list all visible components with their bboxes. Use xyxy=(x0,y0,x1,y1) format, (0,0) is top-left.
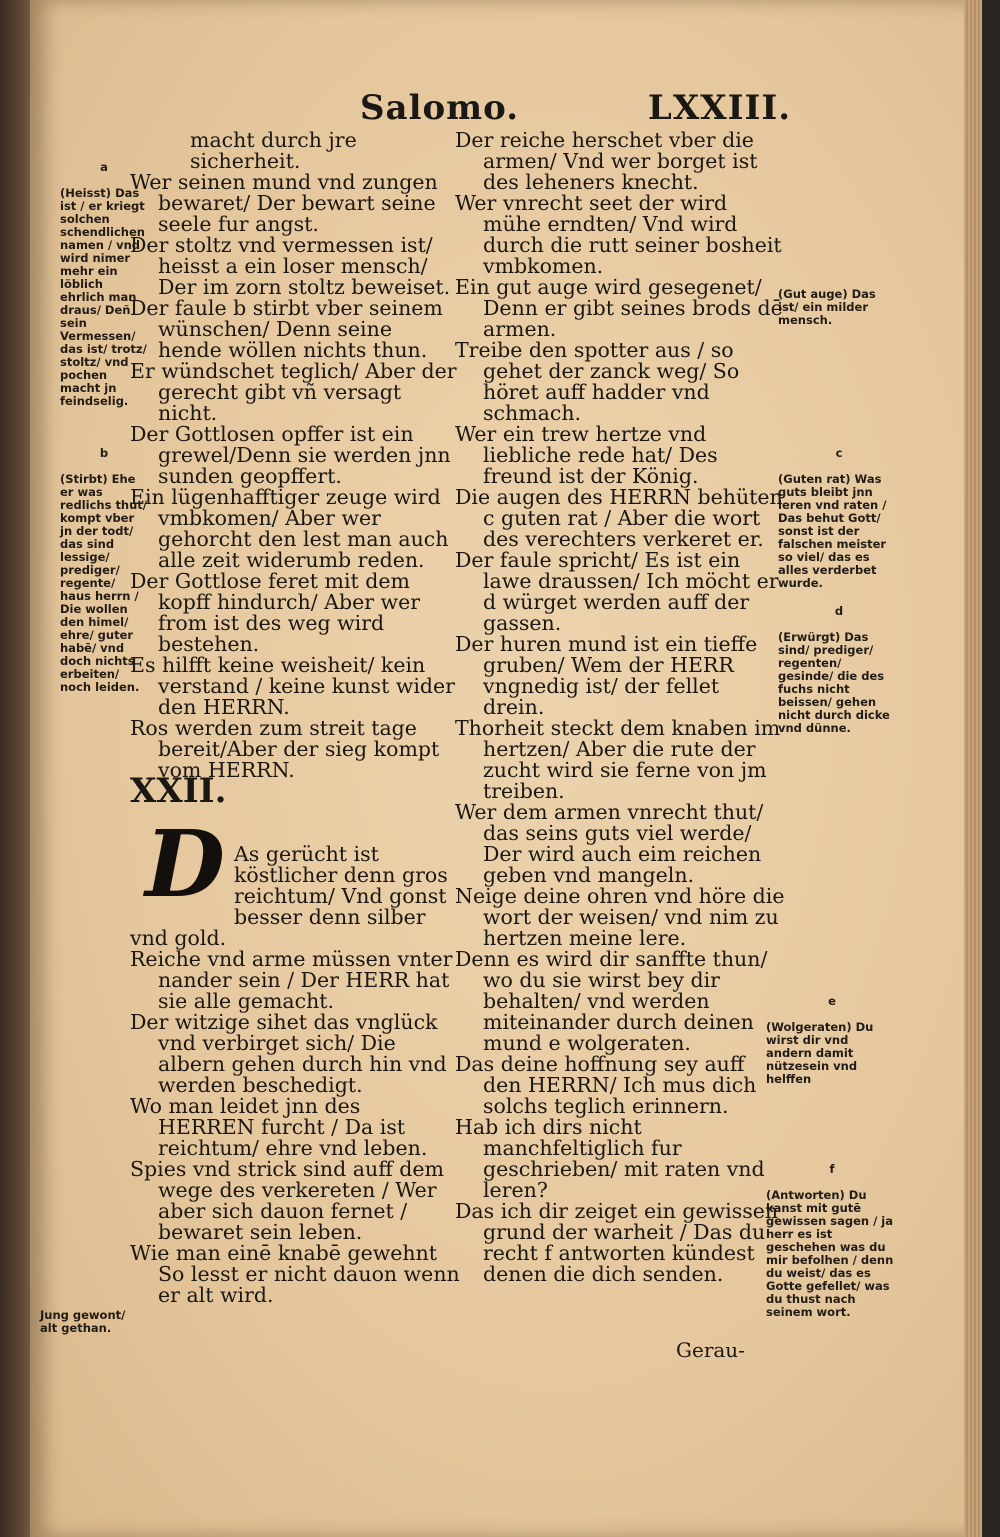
verse: Wer ein trew hertze vnd liebliche rede hat/ Des freund ist der König. xyxy=(455,422,718,488)
note-text: (Erwürgt) Das sind/ prediger/ regenten/ gesinde/ die des fuchs nicht beissen/ gehen nicht durch dicke vnd dünne. xyxy=(778,630,890,735)
verse: Wo man leidet jnn des HERREN furcht / Da ist reichtum/ ehre vnd leben. xyxy=(130,1094,428,1160)
margin-note-a xyxy=(60,148,148,408)
folio-number: LXXIII. xyxy=(647,88,792,128)
verse: Treibe den spotter aus / so gehet der zanck weg/ So höret auff hadder vnd schmach. xyxy=(455,338,740,425)
margin-note-d xyxy=(778,592,900,735)
verse: Thorheit steckt dem knaben im hertzen/ Aber die rute der zucht wird sie ferne von jm treiben. xyxy=(455,716,781,803)
verse: Ein gut auge wird gesegenet/ Denn er gibt seines brods dē armen. xyxy=(455,275,783,341)
verse: Die augen des HERRN behüten c guten rat / Aber die wort des verechters verkeret er. xyxy=(455,485,783,551)
verse: Der witzige sihet das vnglück vnd verbirget sich/ Die albern gehen durch hin vnd werden beschedigt. xyxy=(130,1010,447,1097)
note-mark: c xyxy=(835,446,843,460)
verse: macht durch jre sicherheit. xyxy=(190,128,357,173)
margin-note-gut-auge xyxy=(778,275,898,327)
verse: Das deine hoffnung sey auff den HERRN/ Ich mus dich solchs teglich erinnern. xyxy=(455,1052,757,1118)
note-mark: d xyxy=(834,604,844,618)
verse: Wer vnrecht seet der wird mühe erndten/ Vnd wird durch die rutt seiner bosheit vmbkomen. xyxy=(455,191,782,278)
note-text: (Wolgeraten) Du wirst dir vnd andern damit nützesein vnd helffen xyxy=(766,1020,874,1086)
verse: Wer dem armen vnrecht thut/ das seins guts viel werde/ Der wird auch eim reichen geben vnd mangeln. xyxy=(455,800,764,887)
note-text: (Antworten) Du kanst mit gutē gewissen sagen / ja herr es ist geschehen was du mir befolhen / denn du weist/ das es Gotte gefellet/ was du thust nach seinem wort. xyxy=(766,1188,894,1319)
right-column xyxy=(455,130,785,1285)
margin-note-f xyxy=(766,1150,898,1319)
catchword: Gerau- xyxy=(676,1338,745,1362)
margin-note-b xyxy=(60,434,148,694)
verse: Es hilfft keine weisheit/ kein verstand / keine kunst wider den HERRN. xyxy=(130,653,455,719)
left-column xyxy=(130,130,462,1306)
page-header xyxy=(360,88,791,128)
verse: Der huren mund ist ein tieffe gruben/ Wem der HERR vngnedig ist/ der fellet drein. xyxy=(455,632,758,719)
verse: Er wündschet teglich/ Aber der gerecht gibt vñ versagt nicht. xyxy=(130,359,457,425)
note-text: Jung gewont/ alt gethan. xyxy=(40,1308,126,1335)
page-edges xyxy=(964,0,982,1537)
decorated-initial: D xyxy=(145,810,225,918)
verse: Wer seinen mund vnd zungen bewaret/ Der bewart seine seele fur angst. xyxy=(130,170,438,236)
verse: Hab ich dirs nicht manchfeltiglich fur geschrieben/ mit raten vnd leren? xyxy=(455,1115,765,1202)
margin-note-c xyxy=(778,434,900,590)
verse: Der faule b stirbt vber seinem wünschen/ Denn seine hende wöllen nichts thun. xyxy=(130,296,443,362)
note-text: (Heisst) Das ist / er kriegt solchen schendlichen namen / vnd wird nimer mehr ein löblich ehrlich man draus/ Deñ sein Vermessen/ das ist/ trotz/ stoltz/ vnd pochen macht jn feindselig. xyxy=(60,186,147,408)
note-mark: e xyxy=(828,994,836,1008)
verse: Der Gottlose feret mit dem kopff hindurch/ Aber wer from ist des weg wird bestehen. xyxy=(130,569,421,656)
verse: Der stoltz vnd vermessen ist/ heisst a ein loser mensch/ Der im zorn stoltz beweiset. xyxy=(130,233,451,299)
note-text: (Stirbt) Ehe er was redlichs thut/ kompt vber jn der todt/ das sind lessige/ prediger/ regente/ haus herrn / Die wollen den himel/ ehre/ guter habē/ vnd doch nichts erbeiten/ noch leiden. xyxy=(60,472,148,694)
verse: Neige deine ohren vnd höre die wort der weisen/ vnd nim zu hertzen meine lere. xyxy=(455,884,785,950)
verse: Reiche vnd arme müssen vnter nander sein / Der HERR hat sie alle gemacht. xyxy=(130,947,453,1013)
book-spine xyxy=(0,0,34,1537)
chapter-opening xyxy=(130,802,462,949)
note-mark: b xyxy=(99,446,109,460)
verse: Denn es wird dir sanffte thun/ wo du sie wirst bey dir behalten/ vnd werden miteinander durch deinen mund e wolgeraten. xyxy=(455,947,768,1055)
margin-note-jung xyxy=(40,1296,130,1335)
note-mark: f xyxy=(829,1162,835,1176)
margin-note-e xyxy=(766,982,898,1086)
note-text: (Guten rat) Was guts bleibt jnn leren vnd raten / Das behut Gott/ sonst ist der falschen meister so viel/ das es alles verderbet wurde. xyxy=(778,472,887,590)
verse: Ein lügenhafftiger zeuge wird vmbkomen/ Aber wer gehorcht den lest man auch alle zeit widerumb reden. xyxy=(130,485,449,572)
chapter-heading: XXII. xyxy=(130,771,227,811)
opening-verse: As gerücht ist köstlicher denn gros reichtum/ Vnd gonst besser denn silber vnd gold. xyxy=(130,842,448,950)
verse: Wie man einē knabē gewehnt So lesst er nicht dauon wenn er alt wird. xyxy=(130,1241,460,1307)
note-text: (Gut auge) Das ist/ ein milder mensch. xyxy=(778,287,876,327)
verse: Der Gottlosen opffer ist ein grewel/Denn sie werden jnn sunden geopffert. xyxy=(130,422,451,488)
note-mark: a xyxy=(100,160,108,174)
verse: Ros werden zum streit tage bereit/Aber der sieg kompt vom HERRN. xyxy=(130,716,440,782)
verse: Das ich dir zeiget ein gewissen grund der warheit / Das du recht f antworten kündest denen die dich senden. xyxy=(455,1199,779,1286)
verse: Spies vnd strick sind auff dem wege des verkereten / Wer aber sich dauon fernet / bewaret sein leben. xyxy=(130,1157,444,1244)
running-title: Salomo. xyxy=(360,88,520,128)
verse: Der reiche herschet vber die armen/ Vnd wer borget ist des leheners knecht. xyxy=(455,128,758,194)
verse: Der faule spricht/ Es ist ein lawe draussen/ Ich möcht er d würget werden auff der gassen. xyxy=(455,548,779,635)
